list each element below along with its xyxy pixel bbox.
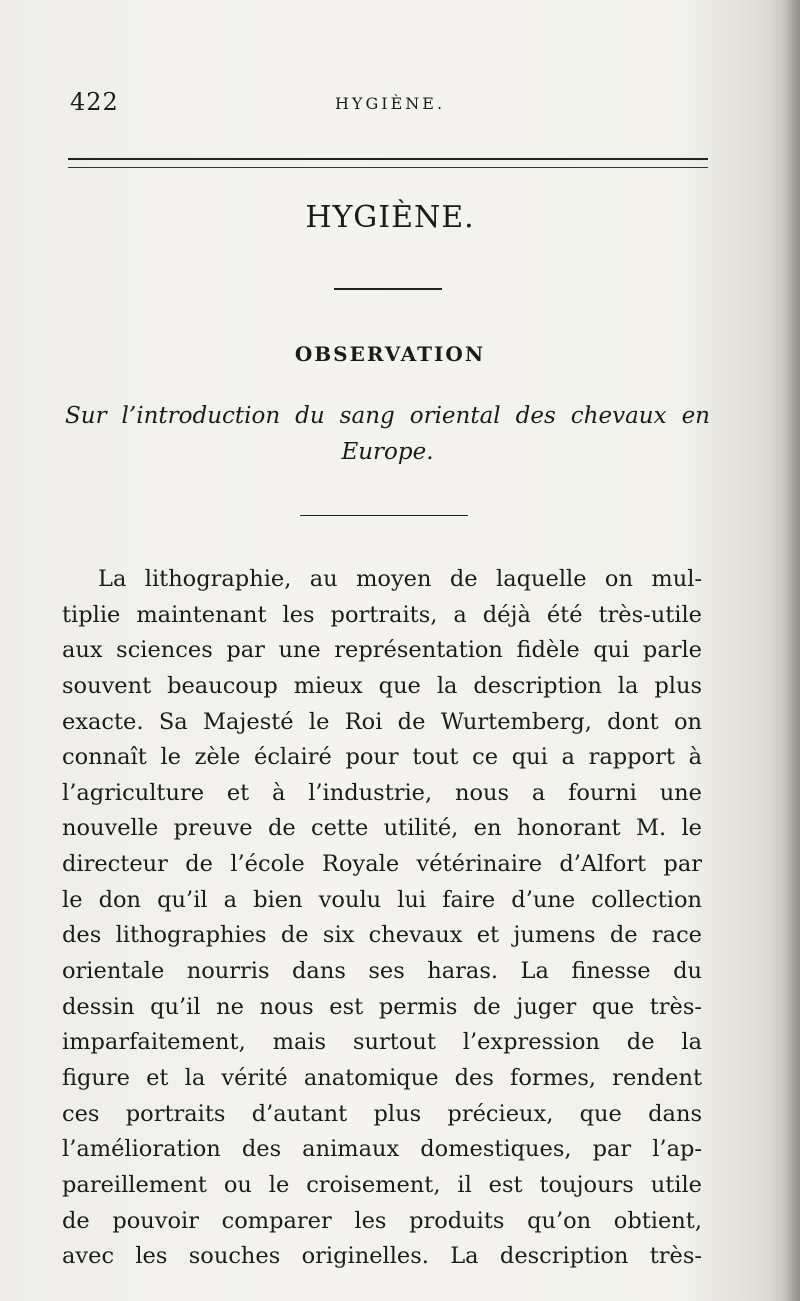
- subtitle-divider: [300, 515, 468, 516]
- body-line: pareillement ou le croisement, il est toujours utile: [62, 1171, 702, 1198]
- body-line: figure et la vérité anatomique des formes, rendent: [62, 1064, 702, 1091]
- body-line: l’amélioration des animaux domestiques, par l’ap-: [62, 1136, 702, 1163]
- body-line: imparfaitement, mais surtout l’expression de la: [62, 1029, 702, 1056]
- article-label: OBSERVATION: [294, 342, 486, 366]
- body-line: le don qu’il a bien voulu lui faire d’une collection: [62, 886, 702, 913]
- body-line: ces portraits d’autant plus précieux, que dans: [62, 1100, 702, 1127]
- page-number: 422: [70, 88, 119, 116]
- body-line: dessin qu’il ne nous est permis de juger que très-: [62, 993, 702, 1020]
- body-line: connaît le zèle éclairé pour tout ce qui a rapport à: [62, 744, 702, 771]
- body-line: orientale nourris dans ses haras. La finesse du: [62, 958, 702, 985]
- body-line: souvent beaucoup mieux que la description la plus: [62, 672, 702, 699]
- body-line: avec les souches originelles. La description très-: [62, 1243, 702, 1270]
- body-line: l’agriculture et à l’industrie, nous a fourni une: [62, 779, 702, 806]
- body-line: exacte. Sa Majesté le Roi de Wurtemberg, dont on: [62, 708, 702, 735]
- body-line: nouvelle preuve de cette utilité, en honorant M. le: [62, 815, 702, 842]
- running-title: HYGIÈNE.: [334, 94, 446, 113]
- header-double-rule: [68, 158, 708, 168]
- article-subtitle: [65, 398, 710, 470]
- body-line: tiplie maintenant les portraits, a déjà été très-utile: [62, 601, 702, 628]
- running-head: [70, 88, 710, 118]
- body-line: des lithographies de six chevaux et jumens de race: [62, 922, 702, 949]
- page-edge-shadow: [782, 0, 800, 1301]
- body-line: aux sciences par une représentation fidèle qui parle: [62, 637, 702, 664]
- body-line: La lithographie, au moyen de laquelle on mul-: [98, 566, 702, 592]
- title-divider: [334, 288, 442, 290]
- body-line: de pouvoir comparer les produits qu’on obtient,: [62, 1207, 702, 1234]
- section-title: HYGIÈNE.: [305, 200, 475, 235]
- article-subtitle-line-1: Sur l’introduction du sang oriental des chevaux en: [65, 403, 710, 429]
- article-subtitle-line-2: Europe.: [341, 439, 434, 465]
- body-line: directeur de l’école Royale vétérinaire d’Alfort par: [62, 851, 702, 878]
- body-paragraph: [62, 562, 702, 1275]
